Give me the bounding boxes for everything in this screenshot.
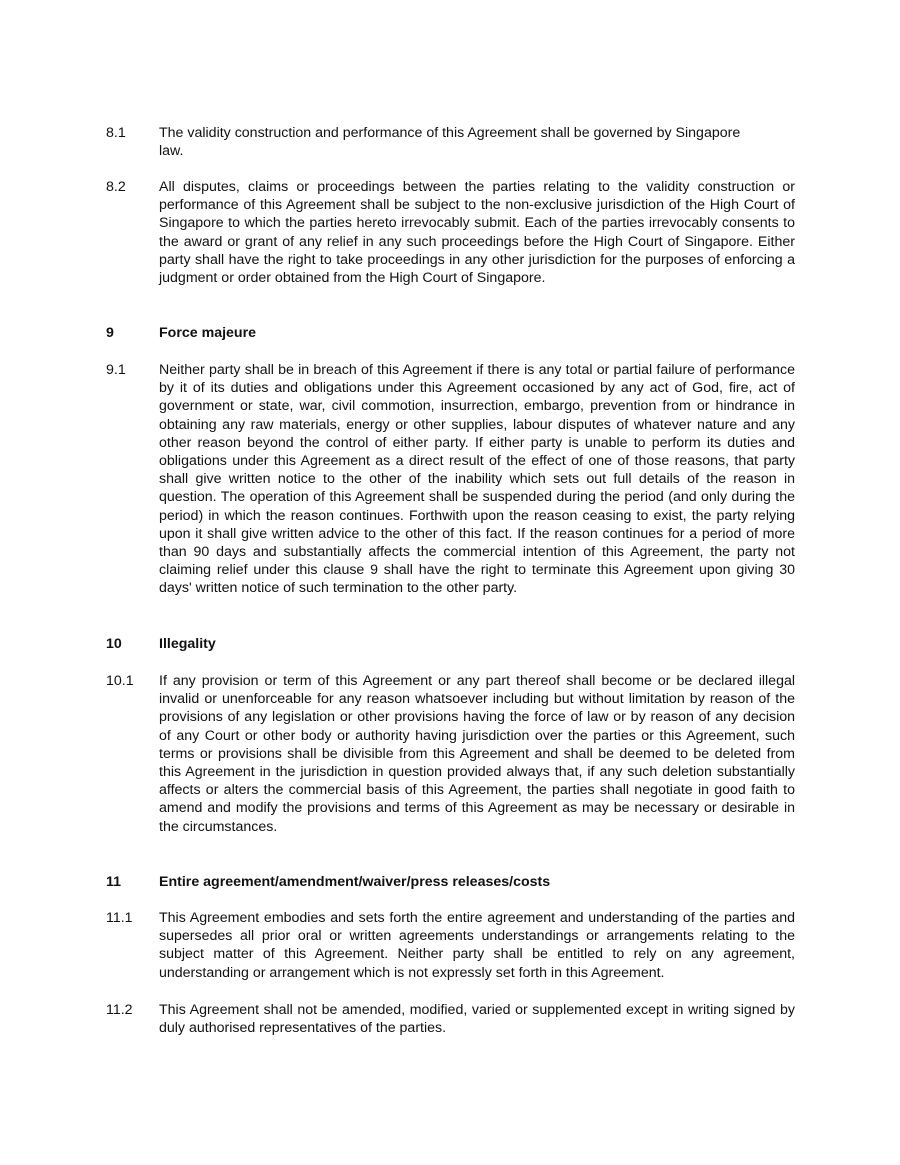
clause-10-1 — [106, 672, 795, 836]
clause-number: 9.1 — [106, 362, 126, 378]
clause-8-1 — [106, 124, 795, 160]
section-number: 10 — [106, 636, 122, 652]
clause-text: This Agreement shall not be amended, modified, varied or supplemented except in writing signed by duly authorised representatives of the parties. — [159, 1002, 795, 1037]
clause-text: This Agreement embodies and sets forth the entire agreement and understanding of the parties and supersedes all prior oral or written agreements understandings or arrangements relating to the subject matter of this Agreement. Neither party shall be entitled to rely on any agreement, understanding or arrangement which is not expressly set forth in this Agreement. — [159, 910, 795, 981]
section-heading-10 — [106, 635, 795, 653]
clause-text: Neither party shall be in breach of this Agreement if there is any total or partial failure of performance by it of its duties and obligations under this Agreement occasioned by any act of God, fire, act of government or state, war, civil commotion, insurrection, embargo, prevention from or hindrance in obtaining any raw materials, energy or other supplies, labour disputes of whatever nature and any other reason beyond the control of either party. If either party is unable to perform its duties and obligations under this Agreement as a direct result of the effect of one of those reasons, that party shall give written notice to the other of the inability which sets out full details of the reason in question. The operation of this Agreement shall be suspended during the period (and only during the period) in which the reason continues. Forthwith upon the reason ceasing to exist, the party relying upon it shall give written advice to the other of this fact. If the reason continues for a period of more than 90 days and substantially affects the commercial intention of this Agreement, the party not claiming relief under this clause 9 shall have the right to terminate this Agreement upon giving 30 days' written notice of such termination to the other party. — [159, 362, 795, 597]
clause-text: All disputes, claims or proceedings between the parties relating to the validity construction or performance of this Agreement shall be subject to the non-exclusive jurisdiction of the High Court of Singapore to which the parties hereto irrevocably submit. Each of the parties irrevocably consents to the award or grant of any relief in any such proceedings before the High Court of Singapore. Either party shall have the right to take proceedings in any other jurisdiction for the purposes of enforcing a judgment or order obtained from the High Court of Singapore. — [159, 179, 795, 287]
clause-11-2 — [106, 1001, 795, 1037]
clause-number: 8.2 — [106, 179, 126, 195]
section-number: 11 — [106, 874, 121, 890]
clause-text: If any provision or term of this Agreement or any part thereof shall become or be declared illegal invalid or unenforceable for any reason whatsoever including but without limitation by reason of the provisions of any legislation or other provisions having the force of law or by reason of any decision of any Court or other body or authority having jurisdiction over the parties or this Agreement, such terms or provisions shall be divisible from this Agreement and shall be deemed to be deleted from this Agreement in the jurisdiction in question provided always that, if any such deletion substantially affects or alters the commercial basis of this Agreement, the parties shall negotiate in good faith to amend and modify the provisions and terms of this Agreement as may be necessary or desirable in the circumstances. — [159, 673, 795, 835]
clause-text: The validity construction and performance of this Agreement shall be governed by Singapore law. — [159, 125, 741, 160]
section-title: Force majeure — [159, 325, 256, 341]
section-heading-9 — [106, 324, 795, 342]
section-number: 9 — [106, 325, 114, 341]
section-heading-11 — [106, 873, 795, 891]
section-title: Illegality — [159, 636, 216, 652]
clause-number: 8.1 — [106, 125, 126, 141]
clause-8-2 — [106, 178, 795, 287]
clause-number: 11.2 — [106, 1002, 133, 1018]
clause-11-1 — [106, 909, 795, 982]
section-title: Entire agreement/amendment/waiver/press releases/costs — [159, 874, 551, 890]
clause-9-1 — [106, 361, 795, 598]
clause-number: 10.1 — [106, 673, 134, 689]
clause-number: 11.1 — [106, 910, 133, 926]
